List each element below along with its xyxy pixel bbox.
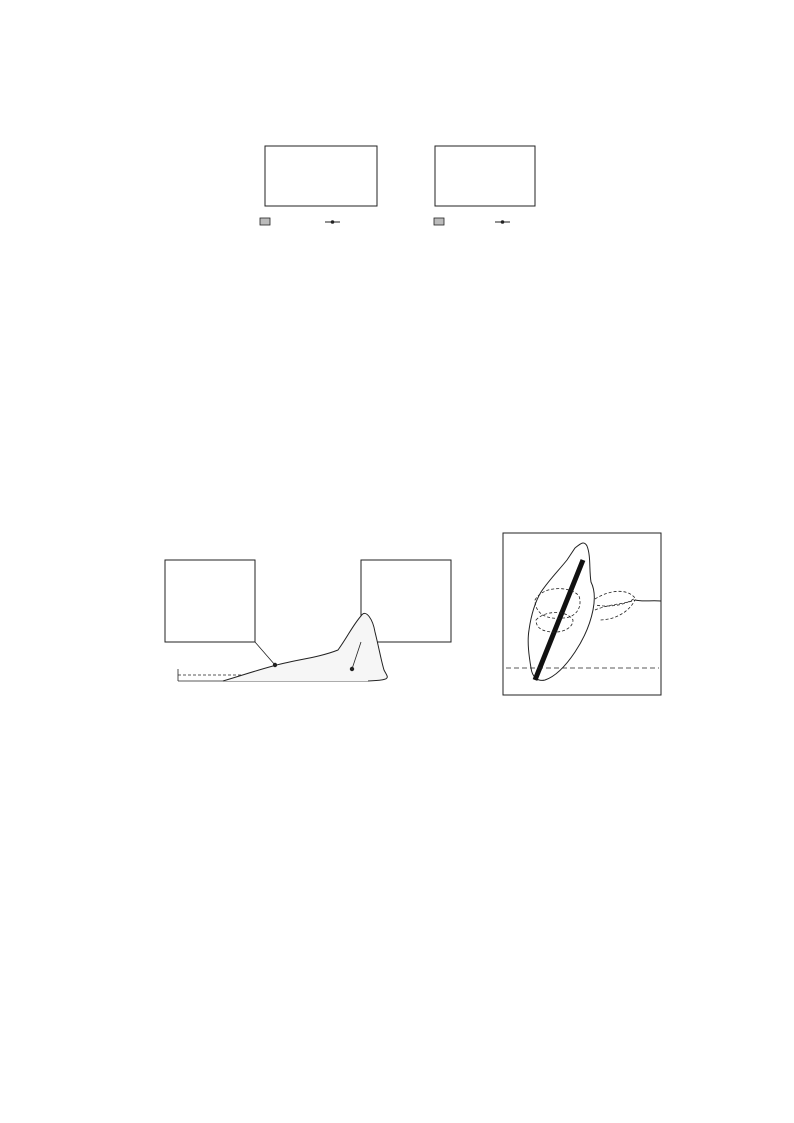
karachi-plot-frame bbox=[435, 146, 535, 206]
island-profile-outline bbox=[223, 613, 387, 681]
profile-and-map-figure bbox=[143, 530, 663, 698]
climate-charts-figure bbox=[230, 104, 560, 234]
jia-climate-chart bbox=[165, 560, 255, 642]
karachi-chart bbox=[434, 146, 535, 225]
karachi-legend-swatch bbox=[434, 218, 444, 225]
terrain-profile bbox=[178, 613, 387, 681]
jia-leader bbox=[255, 642, 275, 665]
islamabad-legend-swatch bbox=[260, 218, 270, 225]
island-map bbox=[143, 530, 661, 695]
islamabad-plot-frame bbox=[265, 146, 377, 206]
islamabad-chart bbox=[260, 146, 377, 225]
